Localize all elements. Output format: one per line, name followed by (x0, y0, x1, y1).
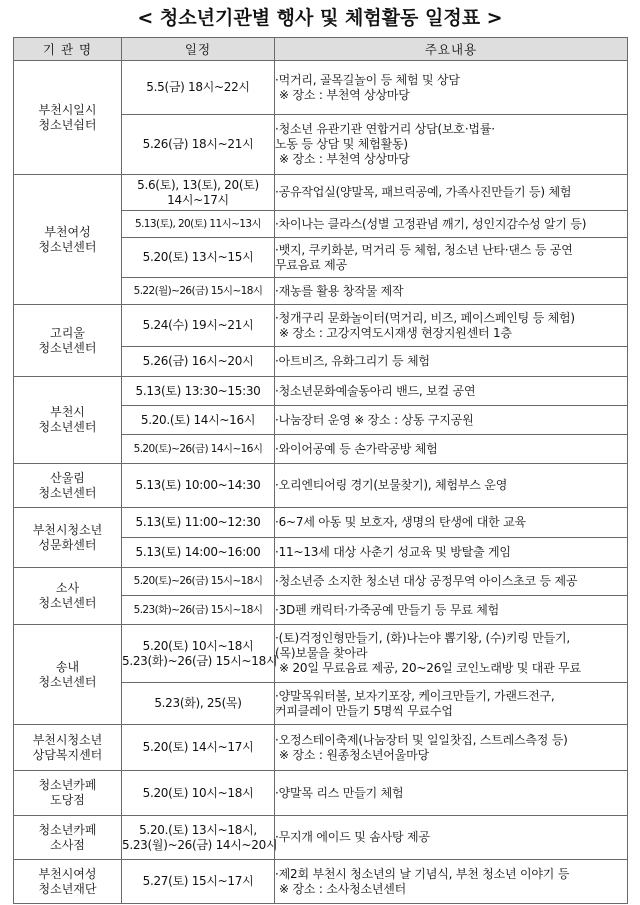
date-line: 5.20(토) 13시~15시 (142, 250, 254, 264)
content-cell (275, 175, 628, 211)
org-name-line: 상담복지센터 (32, 747, 103, 762)
date-cell (122, 625, 278, 683)
header-content: 주요내용 (275, 38, 628, 61)
content-cell (275, 860, 628, 904)
org-name-line: 고리울 (50, 325, 85, 340)
content-cell (275, 278, 628, 305)
table-header-row (14, 38, 628, 61)
table-row (14, 61, 628, 115)
date-line: 5.23(화), 25(목) (154, 696, 242, 710)
date-cell (122, 278, 275, 305)
date-line: 5.13(토) 11:00~12:30 (135, 515, 261, 529)
content-cell (275, 435, 628, 464)
location-note: ※ 장소 : 고강지역도시재생 현장지원센터 1층 (279, 325, 512, 340)
content-line: ·6~7세 아동 및 보호자, 생명의 탄생에 대한 교육 (275, 515, 526, 529)
content-line: ·재농를 활용 창작물 제작 (275, 283, 404, 298)
content-cell (275, 377, 628, 406)
table-row (14, 377, 628, 406)
date-cell (122, 305, 275, 347)
content-line: ·청소년증 소지한 청소년 대상 공정무역 아이스초코 등 제공 (275, 574, 578, 588)
date-cell (122, 725, 275, 771)
date-line: 5.20.(토) 14시~16시 (140, 412, 256, 427)
org-name-line: 청소년센터 (38, 485, 97, 500)
content-line: ·차이나는 클라스(성별 고정관념 깨기, 성인지감수성 알기 등) (275, 216, 587, 231)
content-cell (275, 725, 628, 771)
org-name-line: 산울림 (50, 470, 85, 485)
table-row (14, 860, 628, 904)
content-line: ·뱃지, 쿠키화분, 먹거리 등 체험, 청소년 난타·댄스 등 공연 (275, 242, 573, 257)
content-line: (목)보물을 찾아라 (275, 646, 368, 660)
date-cell (122, 538, 275, 568)
content-line: ·3D펜 캐릭터·가죽공예 만들기 등 무료 체험 (275, 602, 500, 617)
table-row (14, 508, 628, 538)
content-cell (275, 683, 628, 725)
content-line: ·11~13세 대상 사춘기 성교육 및 방탈출 게임 (275, 545, 511, 559)
content-cell (275, 61, 628, 115)
content-line: 무료음료 제공 (275, 257, 347, 272)
table-row (14, 725, 628, 771)
date-cell (122, 683, 275, 725)
content-cell (275, 305, 628, 347)
content-line: ·먹거리, 골목길놀이 등 체험 및 상담 (275, 72, 460, 87)
content-cell (275, 538, 628, 568)
date-cell (122, 596, 275, 625)
content-cell (275, 568, 628, 596)
date-line: 5.5(금) 18시~22시 (146, 80, 250, 94)
org-name-cell (14, 568, 122, 625)
table-row (14, 771, 628, 816)
table-row (14, 816, 628, 860)
date-line: 5.13(토) 13:30~15:30 (135, 383, 261, 398)
date-cell (122, 377, 275, 406)
date-line: 5.20(토) 10시~18시 (142, 785, 254, 800)
table-row (14, 464, 628, 508)
org-name-cell (14, 61, 122, 175)
org-name-line: 부천시여성 (38, 866, 97, 881)
date-line: 5.26(금) 18시~21시 (142, 137, 254, 151)
org-name-line: 부천시일시 (38, 102, 97, 117)
date-cell (122, 211, 275, 238)
content-line: ·공유작업실(양말목, 패브릭공예, 가족사진만들기 등) 체험 (275, 185, 572, 199)
date-line: 14시~17시 (167, 192, 229, 207)
date-cell (122, 175, 275, 211)
date-line: 5.13(토) 14:00~16:00 (135, 545, 261, 559)
org-name-line: 청소년센터 (38, 674, 97, 689)
org-name-line: 성문화센터 (38, 537, 97, 552)
date-line: 5.22(월)~26(금) 15시~18시 (133, 284, 263, 297)
org-name-line: 청소년센터 (38, 420, 97, 434)
table-row (14, 175, 628, 211)
content-line: ·(토)걱정인형만들기, (화)나는야 뽑기왕, (수)키링 만들기, (275, 631, 571, 645)
org-name-line: 송내 (55, 659, 80, 674)
org-name-line: 부천시청소년 (32, 732, 103, 747)
location-note: ※ 장소 : 원종청소년어울마당 (279, 747, 429, 762)
content-cell (275, 464, 628, 508)
org-name-cell (14, 771, 122, 816)
content-line: ·청소년문화예술동아리 밴드, 보컬 공연 (275, 383, 476, 398)
content-cell (275, 211, 628, 238)
org-name-cell (14, 464, 122, 508)
table-row (14, 568, 628, 596)
date-cell (122, 860, 275, 904)
content-cell (275, 406, 628, 435)
content-line: 커피클레이 만들기 5명씩 무료수업 (275, 703, 453, 718)
content-line: 노동 등 상담 및 체험활동) (275, 137, 408, 151)
org-name-line: 소사점 (50, 837, 85, 852)
date-line: 5.23(화)~26(금) 15시~18시 (133, 603, 263, 616)
org-name-line: 소사 (55, 581, 80, 595)
date-line: 5.13(토) 10:00~14:30 (135, 478, 261, 492)
content-cell (275, 816, 628, 860)
schedule-body (14, 61, 628, 904)
org-name-line: 부천여성 (44, 224, 91, 239)
content-line: ·제2회 부천시 청소년의 날 기념식, 부천 청소년 이야기 등 (275, 866, 570, 881)
date-cell (122, 568, 275, 596)
schedule-table (13, 37, 628, 904)
table-row (14, 305, 628, 347)
date-line: 5.26(금) 16시~20시 (142, 354, 254, 368)
content-cell (275, 115, 628, 175)
date-cell (122, 61, 275, 115)
date-line: 5.27(토) 15시~17시 (142, 874, 254, 888)
org-name-cell (14, 175, 122, 305)
org-name-line: 청소년센터 (38, 239, 97, 254)
date-cell (122, 406, 275, 435)
org-name-cell (14, 725, 122, 771)
org-name-cell (14, 860, 122, 904)
date-cell (122, 347, 275, 377)
org-name-cell (14, 377, 122, 464)
location-note: ※ 장소 : 소사청소년센터 (279, 881, 407, 896)
content-cell (275, 508, 628, 538)
org-name-line: 청소년재단 (38, 881, 97, 896)
header-date: 일정 (122, 38, 275, 61)
header-org: 기 관 명 (14, 38, 122, 61)
org-name-cell (14, 508, 122, 568)
location-note: ※ 장소 : 부천역 상상마당 (279, 152, 410, 166)
date-cell (122, 464, 275, 508)
org-name-line: 청소년센터 (38, 340, 97, 355)
date-cell (122, 435, 275, 464)
date-cell (122, 771, 275, 816)
table-row (14, 625, 628, 683)
date-cell (122, 115, 275, 175)
date-line: 5.20(토) 10시~18시 (142, 638, 254, 653)
location-note: ※ 장소 : 부천역 상상마당 (279, 87, 410, 102)
org-name-line: 부천시 (50, 405, 85, 419)
date-cell (122, 816, 278, 860)
date-cell (122, 238, 275, 278)
content-line: ·오리엔티어링 경기(보물찾기), 체험부스 운영 (275, 478, 508, 492)
content-line: ·양말목워터볼, 보자기포장, 케이크만들기, 가랜드전구, (275, 688, 555, 703)
content-cell (275, 238, 628, 278)
content-cell (275, 596, 628, 625)
page-title: < 청소년기관별 행사 및 체험활동 일정표 > (137, 7, 503, 29)
content-line: ·와이어공예 등 손가락공방 체험 (275, 441, 438, 456)
date-line: 5.6(토), 13(토), 20(토) (137, 177, 259, 192)
content-cell (275, 771, 628, 816)
content-line: ·양말목 리스 만들기 체험 (275, 785, 404, 800)
content-line: ·나눔장터 운영 ※ 장소 : 상동 구지공원 (275, 412, 474, 427)
location-note: ※ 20일 무료음료 제공, 20~26일 코인노래방 및 대관 무료 (279, 661, 581, 675)
date-line: 5.20(토)~26(금) 15시~18시 (133, 575, 263, 587)
date-line: 5.20.(토) 13시~18시, (139, 822, 257, 837)
org-name-line: 도당점 (50, 793, 85, 807)
date-line: 5.23(화)~26(금) 15시~18시 (122, 653, 278, 668)
content-line: ·청소년 유관기관 연합거리 상담(보호·법률· (275, 122, 495, 136)
date-cell (122, 508, 275, 538)
date-line: 5.20(토) 14시~17시 (142, 740, 254, 754)
date-line: 5.24(수) 19시~21시 (142, 318, 254, 332)
date-line: 5.20(토)~26(금) 14시~16시 (133, 442, 263, 455)
content-line: ·무지개 에이드 및 솜사탕 제공 (275, 830, 430, 844)
content-line: ·청개구리 문화놀이터(먹거리, 비즈, 페이스페인팅 등 체험) (275, 310, 575, 325)
org-name-line: 청소년카페 (38, 822, 97, 837)
org-name-line: 청소년센터 (38, 596, 97, 610)
org-name-cell (14, 816, 122, 860)
date-line: 5.13(토), 20(토) 11시~13시 (134, 217, 262, 230)
content-line: ·오정스테이축제(나눔장터 및 일일찻집, 스트레스측정 등) (275, 732, 568, 747)
org-name-cell (14, 305, 122, 377)
content-cell (275, 625, 628, 683)
content-cell (275, 347, 628, 377)
content-line: ·아트비즈, 유화그리기 등 체험 (275, 354, 430, 368)
org-name-line: 부천시청소년 (32, 522, 103, 537)
org-name-line: 청소년카페 (38, 778, 97, 792)
date-line: 5.23(월)~26(금) 14시~20시 (122, 837, 278, 852)
org-name-line: 청소년쉼터 (38, 117, 97, 132)
org-name-cell (14, 625, 122, 725)
